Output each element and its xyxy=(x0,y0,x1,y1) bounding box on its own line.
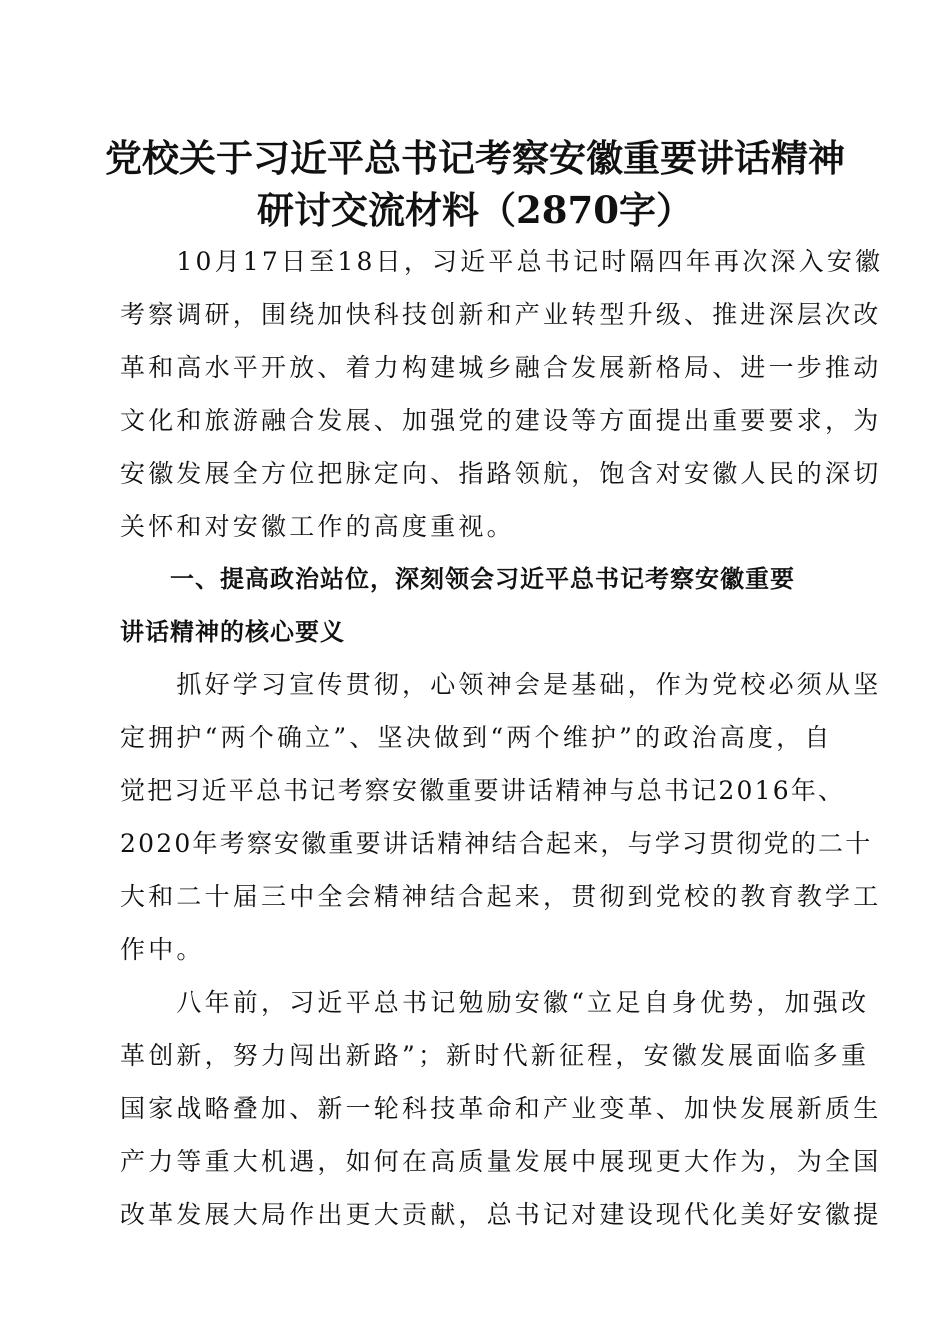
body-line: 革和高水平开放、着力构建城乡融合发展新格局、进一步推动 xyxy=(120,353,882,382)
body-line: 改革发展大局作出更大贡献，总书记对建设现代化美好安徽提 xyxy=(120,1200,882,1229)
document-title-line-2: 研讨交流材料（2870字） xyxy=(257,188,693,232)
body-line: 产力等重大机遇，如何在高质量发展中展现更大作为，为全国 xyxy=(120,1147,882,1176)
body-line: 关怀和对安徽工作的高度重视。 xyxy=(120,512,515,541)
body-line: 抓好学习宣传贯彻，心领神会是基础，作为党校必须从坚 xyxy=(120,670,882,699)
section-heading-line-1: 一、提高政治站位，深刻领会习近平总书记考察安徽重要 xyxy=(120,565,795,593)
body-line: 觉把习近平总书记考察安徽重要讲话精神与总书记2016年、 xyxy=(120,776,846,805)
body-line: 文化和旅游融合发展、加强党的建设等方面提出重要要求，为 xyxy=(120,406,882,435)
body-line: 国家战略叠加、新一轮科技革命和产业变革、加快发展新质生 xyxy=(120,1094,882,1123)
body-line: 安徽发展全方位把脉定向、指路领航，饱含对安徽人民的深切 xyxy=(120,459,882,488)
body-line: 考察调研，围绕加快科技创新和产业转型升级、推进深层次改 xyxy=(120,300,882,329)
body-line: 作中。 xyxy=(120,935,205,964)
section-heading-line-2: 讲话精神的核心要义 xyxy=(120,618,345,646)
body-line: 大和二十届三中全会精神结合起来，贯彻到党校的教育教学工 xyxy=(120,882,882,911)
body-line: 革创新，努力闯出新路”；新时代新征程，安徽发展面临多重 xyxy=(120,1041,870,1070)
body-line: 八年前，习近平总书记勉励安徽“立足自身优势，加强改 xyxy=(120,988,870,1017)
body-line: 2020年考察安徽重要讲话精神结合起来，与学习贯彻党的二十 xyxy=(120,829,873,858)
document-title-line-1: 党校关于习近平总书记考察安徽重要讲话精神 xyxy=(105,136,845,180)
body-line: 10月17日至18日，习近平总书记时隔四年再次深入安徽 xyxy=(120,247,884,276)
body-line: 定拥护“两个确立”、坚决做到“两个维护”的政治高度，自 xyxy=(120,723,833,752)
